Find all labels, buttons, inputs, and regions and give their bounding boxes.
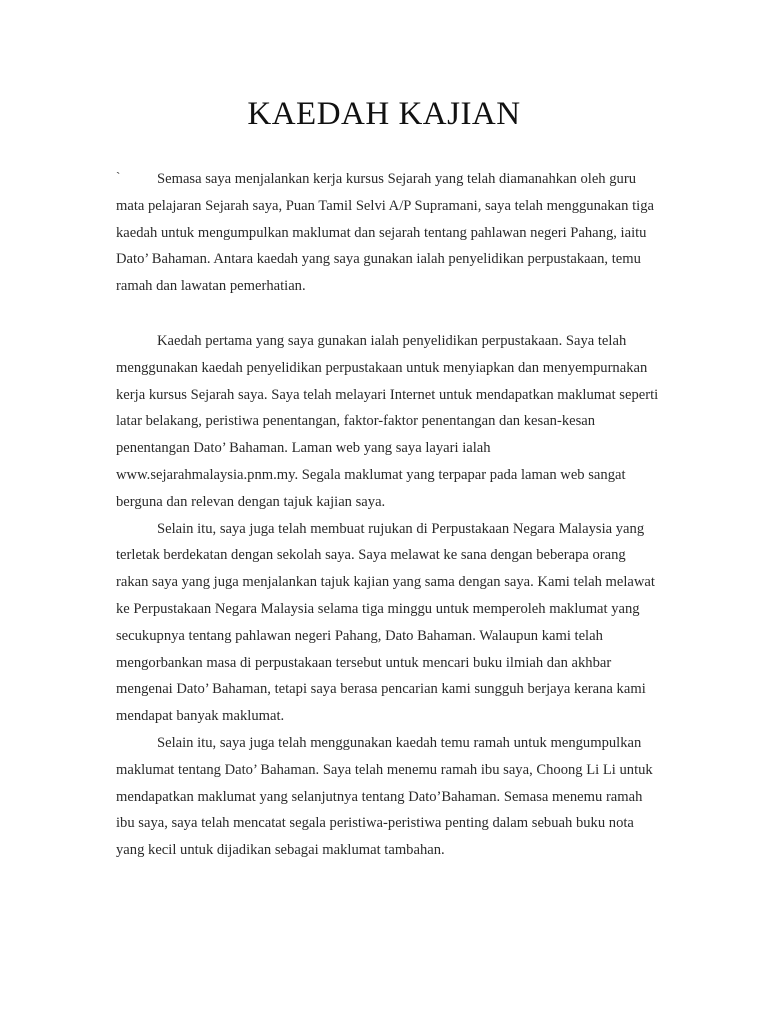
stray-mark: ` xyxy=(116,169,121,184)
paragraph-gap xyxy=(116,300,661,328)
document-title: KAEDAH KAJIAN xyxy=(247,96,521,132)
paragraph-3: Selain itu, saya juga telah membuat rujukan di Perpustakaan Negara Malaysia yang terletak berdekatan dengan sekolah saya. Saya melawat ke sana dengan beberapa orang rakan saya yang juga menjalankan tajuk kajian yang sama dengan saya. Kami telah melawat ke Perpustakaan Negara Malaysia selama tiga minggu untuk memperoleh maklumat yang secukupnya tentang pahlawan negeri Pahang, Dato Bahaman. Walaupun kami telah mengorbankan masa di perpustakaan tersebut untuk mencari buku ilmiah dan akhbar mengenai Dato’ Bahaman, tetapi saya berasa pencarian kami sungguh berjaya kerana kami mendapat banyak maklumat. xyxy=(116,520,655,725)
paragraph-2: Kaedah pertama yang saya gunakan ialah penyelidikan perpustakaan. Saya telah menggunakan kaedah penyelidikan perpustakaan untuk menyiapkan dan menyempurnakan kerja kursus Sejarah saya. Saya telah melayari Internet untuk mendapatkan maklumat seperti latar belakang, peristiwa penentangan, faktor-faktor penentangan dan kesan-kesan penentangan Dato’ Bahaman. Laman web yang saya layari ialah www.sejarahmalaysia.pnm.my. Segala maklumat yang terpapar pada laman web sangat berguna dan relevan dengan tajuk kajian saya. xyxy=(116,332,659,510)
paragraph-1 xyxy=(116,166,661,300)
paragraph-4: Selain itu, saya juga telah menggunakan kaedah temu ramah untuk mengumpulkan maklumat tentang Dato’ Bahaman. Saya telah menemu ramah ibu saya, Choong Li Li untuk mendapatkan maklumat yang selanjutnya tentang Dato’Bahaman. Semasa menemu ramah ibu saya, saya telah mencatat segala peristiwa-peristiwa penting dalam sebuah buku nota yang kecil untuk dijadikan sebagai maklumat tambahan. xyxy=(116,734,653,859)
document-body xyxy=(116,166,661,864)
paragraph-1-text: Semasa saya menjalankan kerja kursus Sejarah yang telah diamanahkan oleh guru mata pelajaran Sejarah saya, Puan Tamil Selvi A/P Supramani, saya telah menggunakan tiga kaedah untuk mengumpulkan maklumat dan sejarah tentang pahlawan negeri Pahang, iaitu Dato’ Bahaman. Antara kaedah yang saya gunakan ialah penyelidikan perpustakaan, temu ramah dan lawatan pemerhatian. xyxy=(116,171,654,295)
